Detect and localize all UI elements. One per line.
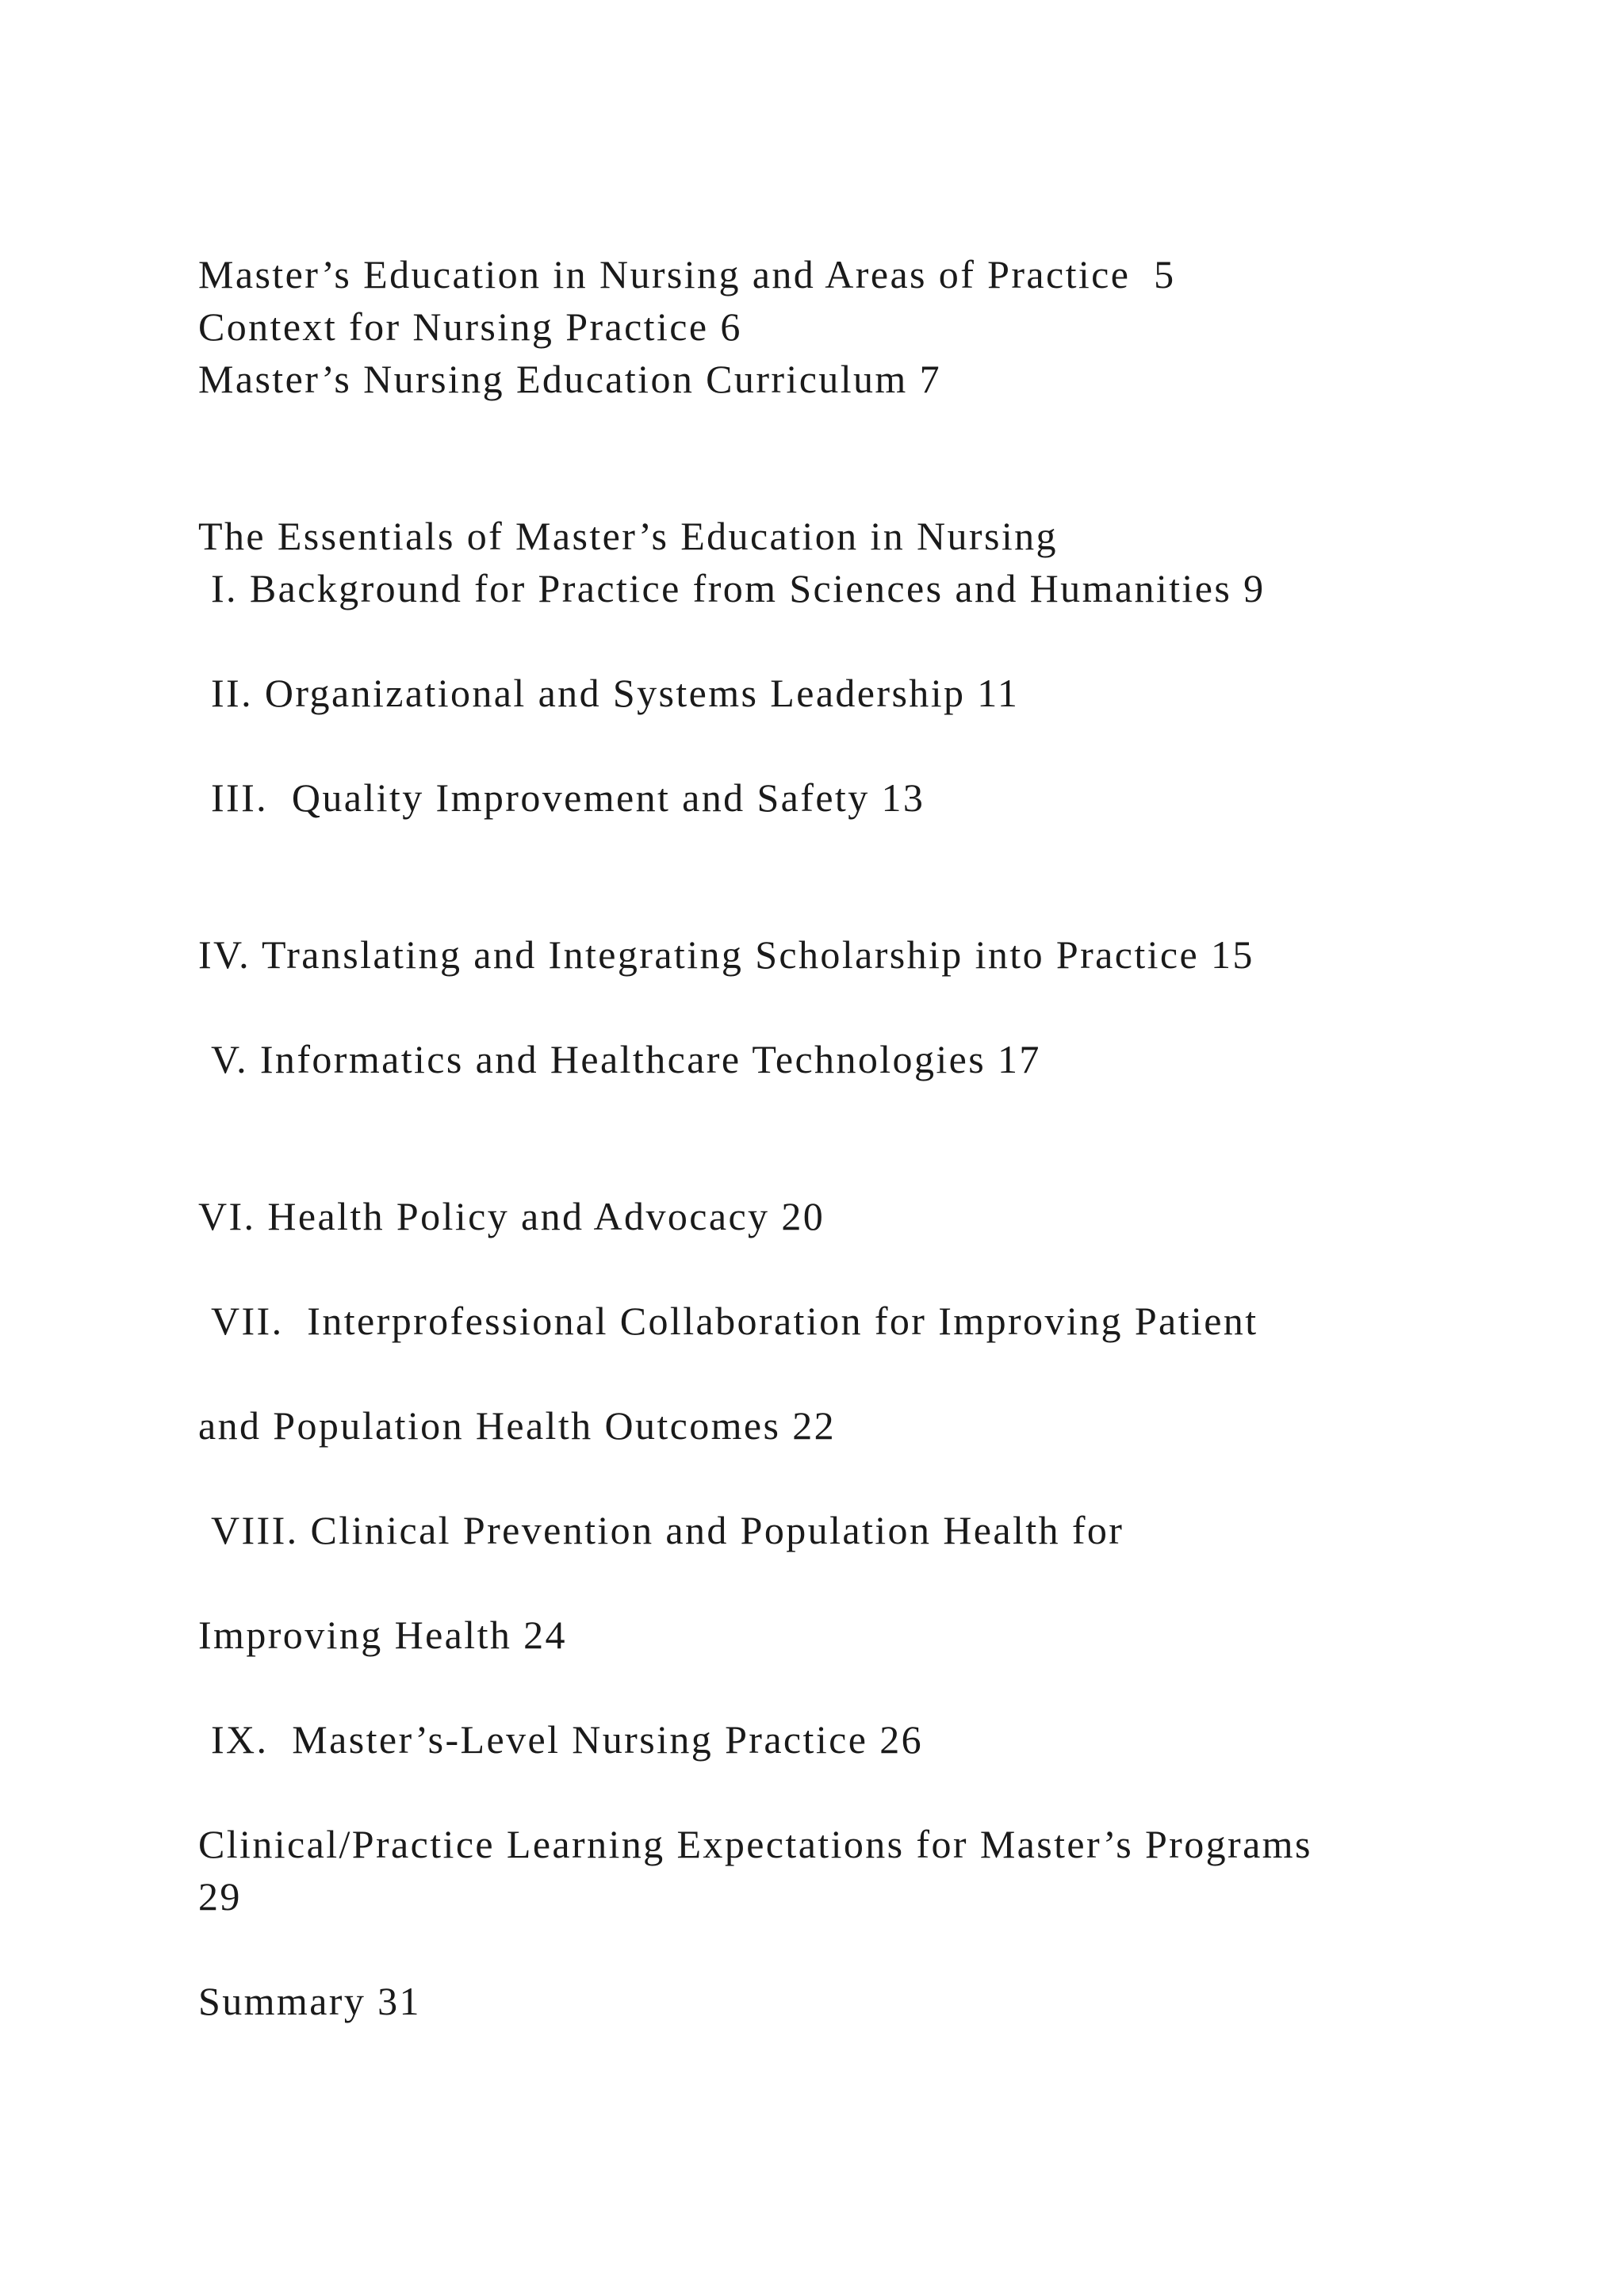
toc-entry-essential-5: V. Informatics and Healthcare Technologies 17 xyxy=(211,1037,1041,1081)
toc-entry-essential-3: III. Quality Improvement and Safety 13 xyxy=(211,775,925,820)
toc-entry-essential-8-line2: Improving Health 24 xyxy=(198,1613,567,1657)
toc-entry-clinical-practice-page: 29 xyxy=(198,1874,242,1919)
toc-entry-masters-education-areas: Master’s Education in Nursing and Areas of Practice 5 xyxy=(198,252,1176,297)
toc-entry-essential-4: IV. Translating and Integrating Scholarship into Practice 15 xyxy=(198,932,1254,977)
toc-entry-essential-2: II. Organizational and Systems Leadership 11 xyxy=(211,671,1020,715)
toc-entry-essential-7-line2: and Population Health Outcomes 22 xyxy=(198,1403,837,1448)
toc-entry-context-nursing-practice: Context for Nursing Practice 6 xyxy=(198,304,742,349)
toc-entry-essential-9: IX. Master’s-Level Nursing Practice 26 xyxy=(211,1717,923,1762)
toc-entry-clinical-practice-line1: Clinical/Practice Learning Expectations for Master’s Programs xyxy=(198,1822,1312,1866)
toc-entry-essential-7-line1: VII. Interprofessional Collaboration for Improving Patient xyxy=(211,1299,1258,1343)
toc-entry-essential-8-line1: VIII. Clinical Prevention and Population Health for xyxy=(211,1508,1124,1552)
toc-heading-essentials: The Essentials of Master’s Education in Nursing xyxy=(198,514,1058,558)
toc-entry-essential-1: I. Background for Practice from Sciences and Humanities 9 xyxy=(211,566,1266,610)
toc-entry-summary: Summary 31 xyxy=(198,1979,421,2023)
toc-entry-essential-6: VI. Health Policy and Advocacy 20 xyxy=(198,1194,825,1238)
toc-entry-curriculum: Master’s Nursing Education Curriculum 7 xyxy=(198,357,941,401)
